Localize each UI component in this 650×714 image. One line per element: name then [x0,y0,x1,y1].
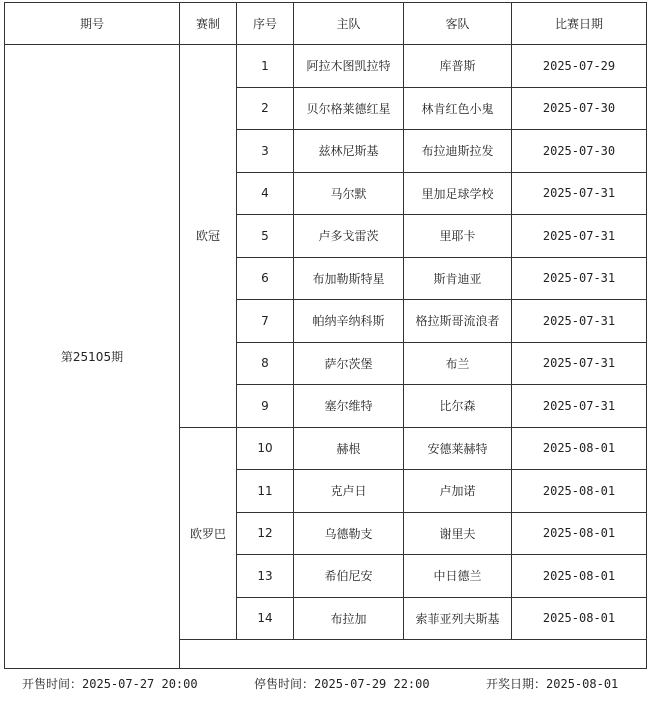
seq-cell: 7 [237,300,294,343]
home-team-cell: 萨尔茨堡 [294,342,404,385]
match-date-cell: 2025-07-31 [512,215,647,258]
home-team-cell: 兹林尼斯基 [294,130,404,173]
match-date-cell: 2025-08-01 [512,555,647,598]
header-competition: 赛制 [180,3,237,45]
match-row [5,45,647,88]
away-team-cell: 林肯红色小鬼 [404,87,512,130]
home-team-cell: 帕纳辛纳科斯 [294,300,404,343]
home-team-cell: 塞尔维特 [294,385,404,428]
away-team-cell: 索菲亚列夫斯基 [404,597,512,640]
home-team-cell: 卢多戈雷茨 [294,215,404,258]
match-date-cell: 2025-08-01 [512,427,647,470]
seq-cell: 8 [237,342,294,385]
away-team-cell: 谢里夫 [404,512,512,555]
seq-cell: 13 [237,555,294,598]
home-team-cell: 马尔默 [294,172,404,215]
away-team-cell: 布兰 [404,342,512,385]
away-team-cell: 库普斯 [404,45,512,88]
competition-cell: 欧罗巴 [180,427,237,640]
home-team-cell: 阿拉木图凯拉特 [294,45,404,88]
match-date-cell: 2025-07-31 [512,385,647,428]
away-team-cell: 卢加诺 [404,470,512,513]
match-table [4,2,647,669]
away-team-cell: 里耶卡 [404,215,512,258]
draw-date-info [486,675,618,692]
seq-cell: 12 [237,512,294,555]
header-date: 比赛日期 [512,3,647,45]
home-team-cell: 乌德勒支 [294,512,404,555]
sale-info-footer [0,672,650,696]
sale-close-value: 2025-07-29 22:00 [314,677,430,691]
sale-open-info [22,675,198,692]
seq-cell: 10 [237,427,294,470]
away-team-cell: 比尔森 [404,385,512,428]
header-period: 期号 [5,3,180,45]
away-team-cell: 安德莱赫特 [404,427,512,470]
match-date-cell: 2025-07-31 [512,342,647,385]
match-date-cell: 2025-07-31 [512,257,647,300]
away-team-cell: 斯肯迪亚 [404,257,512,300]
competition-cell: 欧冠 [180,45,237,428]
header-seq: 序号 [237,3,294,45]
home-team-cell: 贝尔格莱德红星 [294,87,404,130]
home-team-cell: 布拉加 [294,597,404,640]
blank-cell [180,640,647,669]
seq-cell: 5 [237,215,294,258]
seq-cell: 14 [237,597,294,640]
seq-cell: 4 [237,172,294,215]
sale-open-label: 开售时间： [22,677,83,691]
match-date-cell: 2025-08-01 [512,512,647,555]
match-date-cell: 2025-07-30 [512,130,647,173]
draw-date-label: 开奖日期： [486,677,547,691]
match-date-cell: 2025-07-31 [512,172,647,215]
period-cell: 第25105期 [5,45,180,669]
home-team-cell: 克卢日 [294,470,404,513]
seq-cell: 6 [237,257,294,300]
seq-cell: 2 [237,87,294,130]
draw-date-value: 2025-08-01 [546,677,619,691]
match-date-cell: 2025-07-29 [512,45,647,88]
seq-cell: 1 [237,45,294,88]
away-team-cell: 里加足球学校 [404,172,512,215]
seq-cell: 9 [237,385,294,428]
header-home: 主队 [294,3,404,45]
away-team-cell: 格拉斯哥流浪者 [404,300,512,343]
home-team-cell: 布加勒斯特星 [294,257,404,300]
table-header-row [5,3,647,45]
home-team-cell: 赫根 [294,427,404,470]
match-date-cell: 2025-08-01 [512,470,647,513]
sale-open-value: 2025-07-27 20:00 [82,677,198,691]
home-team-cell: 希伯尼安 [294,555,404,598]
seq-cell: 11 [237,470,294,513]
away-team-cell: 布拉迪斯拉发 [404,130,512,173]
match-date-cell: 2025-07-30 [512,87,647,130]
sale-close-info [254,675,430,692]
header-away: 客队 [404,3,512,45]
match-date-cell: 2025-07-31 [512,300,647,343]
match-date-cell: 2025-08-01 [512,597,647,640]
sale-close-label: 停售时间： [254,677,315,691]
away-team-cell: 中日德兰 [404,555,512,598]
seq-cell: 3 [237,130,294,173]
